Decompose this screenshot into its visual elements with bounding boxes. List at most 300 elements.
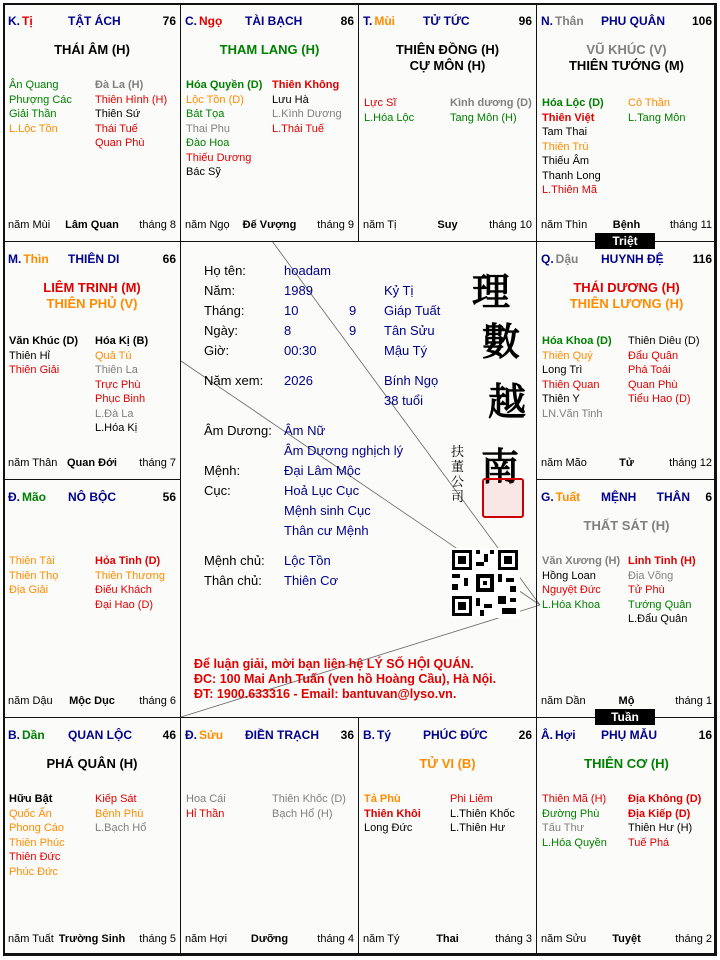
center-info-panel: [179, 240, 535, 716]
palace-number: 66: [162, 252, 176, 266]
thanchu-label: Thân chủ:: [204, 573, 262, 588]
branch-prefix: Q.: [541, 252, 554, 266]
palace-cell[interactable]: [180, 3, 359, 242]
palace-footer: [541, 219, 712, 233]
palace-cell[interactable]: [536, 241, 717, 480]
minor-star: Địa Giải: [9, 584, 49, 596]
life-stage: Mộc Dục: [69, 695, 115, 707]
day-label: Ngày:: [204, 323, 238, 338]
star-list-left: [9, 78, 72, 136]
palace-header: [541, 728, 712, 742]
palace-number: 36: [340, 728, 354, 742]
palace-footer: [363, 219, 532, 233]
month-value-b: 9: [349, 303, 357, 318]
minor-star: L.Thiên Hư: [450, 822, 506, 834]
palace-name: TẬT ÁCH: [68, 14, 121, 28]
minor-star: Hữu Bật: [9, 793, 53, 805]
minor-star: Giải Thần: [9, 108, 57, 120]
minor-star: Địa Không (D): [628, 793, 702, 805]
palace-name: PHU QUÂN: [601, 14, 666, 28]
palace-footer: [8, 219, 176, 233]
calligraphy-1: 理: [472, 269, 511, 314]
palace-cell[interactable]: [3, 717, 181, 956]
minor-star: L.Thiên Mã: [542, 184, 598, 196]
minor-star: Hồng Loan: [542, 569, 596, 582]
minor-star: Bệnh Phù: [95, 807, 144, 820]
main-star: THIÊN CƠ (H): [584, 756, 669, 771]
month-label: tháng 4: [317, 933, 354, 945]
year-label: năm Ngọ: [185, 219, 230, 231]
star-list-right: [450, 792, 515, 836]
year-label: năm Hợi: [185, 933, 228, 945]
minor-star: Thiên Mã (H): [542, 793, 607, 805]
minor-star: L.Thiên Khốc: [450, 807, 515, 820]
month-label: tháng 2: [675, 933, 712, 945]
minor-star: Thiên Việt: [542, 111, 595, 124]
palace-name: THIÊN DI: [68, 252, 120, 266]
minor-star: Thiên Sứ: [95, 108, 141, 120]
minor-star: Thai Phụ: [186, 122, 231, 135]
life-stage: Tuyệt: [612, 933, 641, 945]
branch-prefix: B.: [8, 728, 20, 742]
age-value: 38 tuổi: [384, 393, 424, 408]
minor-star: Thiên Phúc: [9, 836, 65, 849]
star-list-left: [364, 792, 421, 836]
cuc-value-1: Hoả Lục Cục: [284, 483, 360, 498]
star-list-right: [628, 554, 696, 627]
main-star: PHÁ QUÂN (H): [46, 756, 138, 771]
view-year-label: Năm xem:: [204, 373, 264, 388]
palace-header: [541, 252, 712, 266]
star-list-right: [628, 334, 700, 407]
minor-star: L.Kình Dương: [272, 108, 342, 120]
qr-code-icon[interactable]: [450, 548, 520, 618]
minor-star: Quan Phù: [628, 378, 678, 391]
minor-star: Văn Xương (H): [542, 555, 621, 567]
main-stars: [4, 42, 180, 58]
main-stars: [359, 42, 536, 74]
branch-prefix: T.: [363, 14, 373, 28]
month-label: tháng 12: [669, 457, 712, 469]
minor-star: Thiên Hư (H): [628, 822, 693, 834]
main-star: TỬ VI (B): [419, 756, 476, 771]
palace-header: [185, 728, 354, 742]
branch-name: Dần: [22, 728, 45, 742]
minor-star: Thiên Quan: [542, 378, 600, 391]
calligraphy-4: 南: [481, 444, 520, 489]
palace-cell[interactable]: [358, 3, 537, 242]
palace-name: MỆNH: [601, 490, 637, 504]
life-stage: Lâm Quan: [65, 219, 119, 231]
life-stage: Quan Đới: [67, 457, 117, 469]
minor-star: Kình dương (D): [450, 97, 532, 109]
branch-prefix: Đ.: [8, 490, 20, 504]
minor-star: Thiên Tài: [9, 555, 55, 567]
branch-prefix: C.: [185, 14, 197, 28]
palace-cell[interactable]: [536, 3, 717, 242]
hour-can: Mậu Tý: [384, 343, 428, 358]
palace-number: 16: [698, 728, 712, 742]
day-can: Tân Sửu: [384, 323, 435, 338]
star-list-right: [450, 96, 532, 125]
minor-star: Tiểu Hao (D): [628, 393, 691, 405]
minor-star: Phượng Các: [9, 93, 72, 106]
minor-star: Thiên Khốc (D): [272, 793, 346, 805]
minor-star: Thiếu Âm: [542, 155, 590, 167]
star-list-right: [272, 78, 342, 136]
palace-header: [363, 14, 532, 28]
palace-number: 106: [691, 14, 712, 28]
triet-marker: Triệt: [595, 233, 655, 249]
cuc-label: Cục:: [204, 483, 231, 498]
minor-star: L.Thái Tuế: [272, 122, 324, 135]
main-star: VŨ KHÚC (V): [586, 42, 667, 57]
star-list-left: [542, 96, 604, 198]
star-list-right: [95, 78, 167, 151]
palace-header: [8, 14, 176, 28]
branch-prefix: K.: [8, 14, 20, 28]
star-list-left: [542, 792, 607, 850]
minor-star: Ân Quang: [9, 79, 59, 91]
minor-star: L.Bạch Hổ: [95, 822, 147, 834]
palace-footer: [541, 933, 712, 947]
minor-star: Thiếu Dương: [186, 151, 252, 164]
stamp-vertical-text: 扶 董 公 司: [451, 445, 465, 505]
main-stars: [537, 42, 716, 74]
month-label: Tháng:: [204, 303, 245, 318]
palace-number: 56: [162, 490, 176, 504]
main-star: LIÊM TRINH (M): [43, 280, 141, 295]
minor-star: Thiên Không: [272, 79, 340, 91]
minor-star: L.Hóa Kị: [95, 422, 138, 434]
palace-number: 116: [692, 252, 712, 266]
cuc-value-3: Thân cư Mệnh: [284, 523, 369, 538]
menh-value: Đại Lâm Mộc: [284, 463, 361, 478]
palace-name: QUAN LỘC: [68, 728, 132, 742]
minor-star: L.Đà La: [95, 407, 134, 420]
minor-star: Trực Phù: [95, 378, 141, 391]
branch-prefix: G.: [541, 490, 554, 504]
year-value: 1989: [284, 283, 313, 298]
minor-star: L.Hóa Quyền: [542, 836, 607, 849]
branch-prefix: Đ.: [185, 728, 197, 742]
palace-header: [541, 14, 712, 28]
year-label: năm Thìn: [541, 219, 588, 231]
minor-star: Địa Võng: [628, 569, 674, 582]
calligraphy-3: 越: [488, 379, 527, 424]
branch-name: Thân: [555, 14, 584, 28]
minor-star: Linh Tinh (H): [628, 555, 696, 567]
cuc-value-2: Mệnh sinh Cục: [284, 503, 371, 518]
minor-star: Văn Khúc (D): [9, 335, 79, 347]
amduong-label: Âm Dương:: [204, 423, 272, 438]
palace-footer: [8, 695, 176, 709]
month-label: tháng 7: [139, 457, 176, 469]
amduong-value-2: Âm Dương nghịch lý: [284, 443, 404, 458]
calligraphy-2: 數: [482, 319, 521, 364]
menhchu-label: Mệnh chủ:: [204, 553, 265, 568]
minor-star: Thiên Thọ: [9, 569, 59, 582]
minor-star: Thiên Hình (H): [95, 93, 168, 106]
minor-star: Bát Tọa: [186, 108, 225, 120]
branch-name: Dậu: [555, 252, 579, 266]
minor-star: Thiên Thương: [95, 569, 166, 582]
main-stars: [4, 280, 180, 312]
hour-value: 00:30: [284, 343, 317, 358]
palace-number: 86: [340, 14, 354, 28]
minor-star: Hoa Cái: [186, 793, 226, 805]
tuan-marker: Tuần: [595, 709, 655, 725]
minor-star: Quả Tú: [95, 349, 132, 362]
menhchu-value: Lộc Tồn: [284, 553, 331, 568]
minor-star: Cô Thần: [628, 97, 670, 109]
life-stage: Trường Sinh: [58, 933, 126, 945]
minor-star: Thiên Quý: [542, 349, 593, 362]
palace-name: TỬ TỨC: [423, 14, 470, 28]
palace-header: [8, 728, 176, 742]
minor-star: Bác Sỹ: [186, 166, 221, 178]
minor-star: Thiên Giải: [9, 364, 60, 376]
life-stage: Đế Vượng: [242, 219, 297, 231]
branch-name: Ngọ: [199, 14, 223, 28]
palace-number: 96: [518, 14, 532, 28]
main-stars: [181, 42, 358, 58]
contact-info: [194, 657, 496, 702]
branch-prefix: B.: [363, 728, 375, 742]
year-can: Kỷ Tị: [384, 283, 414, 298]
minor-star: Hỉ Thần: [186, 807, 225, 820]
life-stage: Bệnh: [612, 219, 641, 231]
branch-name: Tuất: [555, 490, 581, 504]
palace-header: [8, 252, 176, 266]
minor-star: L.Tang Môn: [628, 111, 686, 124]
star-list-right: [628, 792, 701, 850]
thanchu-value: Thiên Cơ: [284, 573, 339, 588]
minor-star: Kiếp Sát: [95, 793, 137, 805]
main-star: THẤT SÁT (H): [583, 518, 670, 533]
month-label: tháng 8: [139, 219, 176, 231]
main-stars: [4, 756, 180, 772]
main-star: THIÊN ĐỒNG (H): [395, 42, 500, 57]
star-list-left: [186, 78, 262, 180]
minor-star: Thiên Trù: [542, 140, 589, 153]
year-label: năm Sửu: [541, 933, 587, 945]
minor-star: Thiên Y: [542, 393, 580, 405]
minor-star: Phá Toái: [628, 364, 671, 376]
minor-star: Long Trì: [542, 364, 583, 376]
minor-star: Tấu Thư: [542, 822, 585, 834]
main-star: THIÊN LƯƠNG (H): [569, 296, 684, 311]
palace-cell[interactable]: [536, 479, 717, 718]
minor-star: Tử Phù: [628, 584, 665, 596]
month-label: tháng 1: [675, 695, 712, 707]
view-year-can: Bính Ngọ: [384, 373, 439, 388]
main-stars: [537, 756, 716, 772]
palace-header: [541, 490, 712, 504]
year-label: năm Thân: [8, 457, 58, 469]
palace-cell[interactable]: [536, 717, 717, 956]
minor-star: Nguyệt Đức: [542, 584, 601, 596]
minor-star: Tuế Phá: [628, 836, 670, 849]
star-list-right: [95, 334, 148, 436]
minor-star: Thiên Diêu (D): [628, 335, 700, 347]
palace-name-secondary: THÂN: [656, 490, 690, 504]
minor-star: Thiên Hỉ: [9, 349, 50, 362]
minor-star: Thanh Long: [542, 169, 601, 182]
star-list-left: [186, 792, 226, 821]
star-list-right: [628, 96, 685, 125]
palace-cell[interactable]: [358, 717, 537, 956]
minor-star: Thái Tuế: [95, 122, 138, 135]
palace-name: HUYNH ĐỆ: [601, 252, 664, 266]
branch-name: Hợi: [555, 728, 576, 742]
palace-footer: [541, 457, 712, 471]
palace-cell[interactable]: [3, 479, 181, 718]
palace-footer: [363, 933, 532, 947]
palace-number: 46: [162, 728, 176, 742]
minor-star: Phục Binh: [95, 393, 146, 405]
palace-number: 76: [162, 14, 176, 28]
life-stage: Mộ: [618, 695, 635, 707]
minor-star: Thiên Đức: [9, 851, 61, 863]
year-label: năm Tuất: [8, 933, 54, 945]
menh-label: Mệnh:: [204, 463, 241, 478]
main-star: THÁI ÂM (H): [54, 42, 130, 57]
contact-line-1: Để luận giải, mời bạn liên hệ LÝ SỐ HỘI QUÁN.: [194, 657, 474, 671]
palace-cell[interactable]: [180, 717, 359, 956]
main-stars: [359, 756, 536, 772]
palace-footer: [541, 695, 712, 709]
life-stage: Suy: [437, 219, 458, 231]
main-star: THIÊN TƯỚNG (M): [568, 58, 685, 73]
main-star: CỰ MÔN (H): [409, 58, 486, 73]
palace-cell[interactable]: [3, 3, 181, 242]
year-label: năm Dậu: [8, 695, 53, 707]
main-star: THIÊN PHỦ (V): [46, 296, 138, 311]
contact-line-3: ĐT: 1900.633316 - Email: bantuvan@lyso.vn.: [194, 687, 457, 701]
year-label: năm Tý: [363, 933, 400, 945]
minor-star: Hóa Lộc (D): [542, 97, 604, 109]
minor-star: Hóa Quyền (D): [186, 79, 263, 91]
minor-star: Địa Kiếp (D): [628, 807, 691, 820]
minor-star: Tang Môn (H): [450, 111, 517, 124]
month-label: tháng 3: [495, 933, 532, 945]
palace-cell[interactable]: [3, 241, 181, 480]
minor-star: Đà La (H): [95, 79, 144, 91]
minor-star: Phong Cáo: [9, 822, 65, 834]
palace-number: 6: [705, 490, 712, 504]
minor-star: Quan Phù: [95, 137, 145, 149]
minor-star: Điếu Khách: [95, 584, 152, 596]
day-value-a: 8: [284, 323, 292, 338]
palace-header: [363, 728, 532, 742]
minor-star: Lưu Hà: [272, 93, 309, 106]
year-label: năm Mão: [541, 457, 587, 469]
seal-stamp: [482, 478, 524, 518]
minor-star: Hóa Kị (B): [95, 335, 149, 347]
palace-name: ĐIỀN TRẠCH: [245, 728, 319, 742]
branch-name: Thìn: [23, 252, 49, 266]
main-stars: [537, 280, 716, 312]
year-label: năm Dần: [541, 695, 586, 707]
palace-header: [8, 490, 176, 504]
month-label: tháng 9: [317, 219, 354, 231]
palace-name: TÀI BẠCH: [245, 14, 303, 28]
star-list-right: [95, 554, 165, 612]
minor-star: Tả Phù: [364, 793, 401, 805]
star-list-left: [364, 96, 414, 125]
palace-number: 26: [518, 728, 532, 742]
minor-star: Tướng Quân: [628, 598, 692, 611]
minor-star: L.Hóa Lộc: [364, 111, 415, 124]
minor-star: Bạch Hổ (H): [272, 807, 333, 820]
minor-star: Quốc Ấn: [9, 807, 52, 820]
minor-star: Long Đức: [364, 822, 413, 834]
star-list-right: [272, 792, 346, 821]
name-value: hoadam: [284, 263, 331, 278]
star-list-left: [9, 334, 78, 378]
branch-name: Mão: [22, 490, 46, 504]
year-label: Năm:: [204, 283, 236, 298]
minor-star: Đường Phù: [542, 807, 600, 820]
minor-star: Lực Sĩ: [364, 97, 397, 109]
palace-header: [185, 14, 354, 28]
branch-prefix: Â.: [541, 728, 553, 742]
branch-prefix: N.: [541, 14, 553, 28]
name-label: Họ tên:: [204, 263, 246, 278]
branch-name: Tý: [377, 728, 392, 742]
contact-line-2: ĐC: 100 Mai Anh Tuấn (ven hồ Hoàng Cầu), Hà Nội.: [194, 672, 497, 686]
palace-footer: [185, 933, 354, 947]
main-stars: [537, 518, 716, 534]
hour-label: Giờ:: [204, 343, 230, 358]
star-list-left: [9, 792, 65, 879]
life-stage: Tử: [619, 457, 634, 469]
star-list-right: [95, 792, 146, 836]
day-value-b: 9: [349, 323, 357, 338]
month-label: tháng 10: [489, 219, 532, 231]
minor-star: Thiên La: [95, 364, 138, 376]
branch-prefix: M.: [8, 252, 22, 266]
main-star: THAM LANG (H): [219, 42, 320, 57]
minor-star: Hỏa Tinh (D): [95, 555, 161, 567]
minor-star: Phi Liêm: [450, 793, 493, 805]
minor-star: Phúc Đức: [9, 865, 58, 878]
star-list-left: [542, 554, 620, 612]
main-star: THÁI DƯƠNG (H): [573, 280, 680, 295]
palace-name: NÔ BỘC: [68, 490, 116, 504]
amduong-value-1: Âm Nữ: [284, 423, 326, 438]
month-label: tháng 5: [139, 933, 176, 945]
year-label: năm Mùi: [8, 219, 51, 231]
minor-star: LN.Văn Tinh: [542, 407, 603, 420]
branch-name: Mùi: [374, 14, 396, 28]
month-label: tháng 11: [669, 219, 712, 231]
palace-name: PHÚC ĐỨC: [423, 728, 488, 742]
minor-star: Đào Hoa: [186, 137, 230, 149]
month-can: Giáp Tuất: [384, 303, 441, 318]
view-year-value: 2026: [284, 373, 313, 388]
minor-star: Thiên Khôi: [364, 807, 421, 820]
palace-footer: [8, 933, 176, 947]
year-label: năm Tị: [363, 219, 397, 231]
minor-star: Đại Hao (D): [95, 598, 154, 611]
minor-star: L.Lộc Tồn: [9, 122, 58, 135]
life-stage: Thai: [436, 933, 459, 945]
month-label: tháng 6: [139, 695, 176, 707]
life-stage: Dưỡng: [250, 933, 289, 945]
palace-footer: [185, 219, 354, 233]
